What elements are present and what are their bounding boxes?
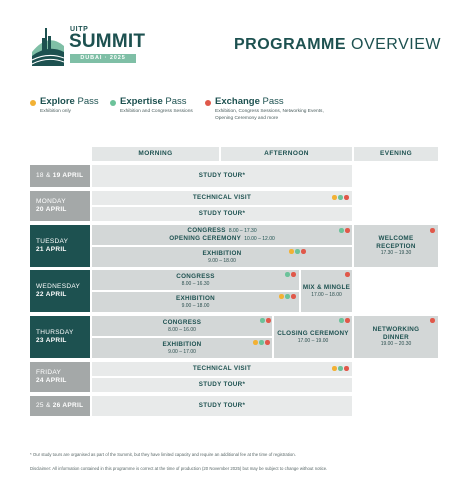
day-label-tuesday: TUESDAY 21 APRIL: [30, 225, 90, 267]
pass-dots-closing-ceremony: [339, 318, 350, 323]
day-label-18-19-april: 18 & 19 APRIL: [30, 165, 90, 187]
explore-dot-icon: [30, 100, 36, 106]
pass-dots-exhibition-thursday: [253, 340, 270, 345]
event-study-tour-friday: STUDY TOUR*: [92, 378, 352, 392]
legend-exchange-desc: Exhibition, Congress Sessions, Networking Events, Opening Ceremony and more: [215, 109, 324, 121]
legend-exchange-name: Exchange Pass: [215, 96, 284, 107]
explore-dot-icon: [332, 195, 337, 200]
pass-dots-exhibition-tuesday: [289, 249, 306, 254]
expertise-dot-icon: [338, 366, 343, 371]
event-networking-dinner: NETWORKING DINNER 19.00 – 20.30: [354, 316, 438, 358]
event-exhibition-tuesday: EXHIBITION 9.00 – 18.00: [92, 247, 352, 267]
event-congress-thursday: CONGRESS 8.00 – 16.00: [92, 316, 272, 336]
legend-expertise-name: Expertise Pass: [120, 96, 187, 107]
exchange-dot-icon: [301, 249, 306, 254]
explore-dot-icon: [289, 249, 294, 254]
event-technical-visit-monday: TECHNICAL VISIT: [92, 191, 352, 205]
logo-summit-text: SUMMIT: [69, 31, 146, 52]
pass-dots-congress-thursday: [260, 318, 271, 323]
expertise-dot-icon: [259, 340, 264, 345]
exchange-dot-icon: [291, 294, 296, 299]
legend-explore-desc: Exhibition only: [40, 109, 71, 114]
expertise-dot-icon: [339, 228, 344, 233]
column-header-evening: EVENING: [354, 147, 438, 161]
summit-logo: [30, 22, 146, 72]
exchange-dot-icon: [345, 228, 350, 233]
page-title-light: OVERVIEW: [351, 36, 441, 53]
event-mix-mingle: MIX & MINGLE 17.00 – 18.00: [301, 270, 352, 312]
pass-dots-exhibition-wednesday: [279, 294, 296, 299]
page-title-bold: PROGRAMME: [234, 36, 347, 53]
exchange-dot-icon: [430, 318, 435, 323]
exchange-dot-icon: [430, 228, 435, 233]
pass-dots-technical-visit-monday: [332, 195, 349, 200]
exchange-dot-icon: [344, 366, 349, 371]
pass-dots-networking-dinner: [430, 318, 435, 323]
expertise-dot-icon: [260, 318, 265, 323]
event-study-tour-monday: STUDY TOUR*: [92, 207, 352, 221]
explore-dot-icon: [332, 366, 337, 371]
day-label-friday: FRIDAY 24 APRIL: [30, 362, 90, 392]
event-exhibition-thursday: EXHIBITION 9.00 – 17.00: [92, 338, 272, 358]
exchange-dot-icon: [205, 100, 211, 106]
explore-dot-icon: [279, 294, 284, 299]
day-label-monday: MONDAY 20 APRIL: [30, 191, 90, 221]
event-study-tour-18-19: STUDY TOUR*: [92, 165, 352, 187]
event-closing-ceremony: CLOSING CEREMONY 17.00 – 19.00: [274, 316, 352, 358]
day-label-25-26-april: 25 & 26 APRIL: [30, 396, 90, 416]
expertise-dot-icon: [285, 294, 290, 299]
pass-dots-mix-mingle: [345, 272, 350, 277]
event-study-tour-25-26: STUDY TOUR*: [92, 396, 352, 416]
disclaimer-footnote: Disclaimer: All information contained in this programme is correct at the time of production (20 November 2025) but may be subject to change without notice.: [30, 466, 328, 471]
column-header-morning: MORNING: [92, 147, 219, 161]
explore-dot-icon: [253, 340, 258, 345]
page-title: [234, 36, 441, 54]
skyline-wave-logo-icon: [30, 22, 66, 66]
event-technical-visit-friday: TECHNICAL VISIT: [92, 362, 352, 376]
event-congress-opening-tuesday: CONGRESS 8.00 – 17.30 OPENING CEREMONY 10.00 – 12.00: [92, 225, 352, 245]
exchange-dot-icon: [344, 195, 349, 200]
pass-dots-congress-wednesday: [285, 272, 296, 277]
legend-expertise-desc: Exhibition and Congress Sessions: [120, 109, 193, 114]
day-label-thursday: THURSDAY 23 APRIL: [30, 316, 90, 358]
expertise-dot-icon: [110, 100, 116, 106]
exchange-dot-icon: [291, 272, 296, 277]
pass-dots-technical-visit-friday: [332, 366, 349, 371]
logo-uitp-text: UITP: [70, 26, 89, 33]
legend-explore-name: Explore Pass: [40, 96, 99, 107]
exchange-dot-icon: [266, 318, 271, 323]
pass-dots-congress-tuesday: [339, 228, 350, 233]
day-label-wednesday: WEDNESDAY 22 APRIL: [30, 270, 90, 312]
event-congress-wednesday: CONGRESS 8.00 – 16.30: [92, 270, 299, 290]
expertise-dot-icon: [338, 195, 343, 200]
expertise-dot-icon: [339, 318, 344, 323]
expertise-dot-icon: [295, 249, 300, 254]
event-exhibition-wednesday: EXHIBITION 9.00 – 18.00: [92, 292, 299, 312]
study-tour-footnote: * Our study tours are organised as part of the Summit, but they have limited capacity and require an additional fee at the time of registration.: [30, 452, 296, 457]
logo-location-text: DUBAI · 2025: [80, 55, 126, 61]
event-welcome-reception: WELCOME RECEPTION 17.30 – 19.30: [354, 225, 438, 267]
exchange-dot-icon: [345, 272, 350, 277]
column-header-afternoon: AFTERNOON: [221, 147, 352, 161]
expertise-dot-icon: [285, 272, 290, 277]
logo-location-bar: [70, 54, 136, 63]
exchange-dot-icon: [265, 340, 270, 345]
exchange-dot-icon: [345, 318, 350, 323]
pass-dots-welcome-reception: [430, 228, 435, 233]
